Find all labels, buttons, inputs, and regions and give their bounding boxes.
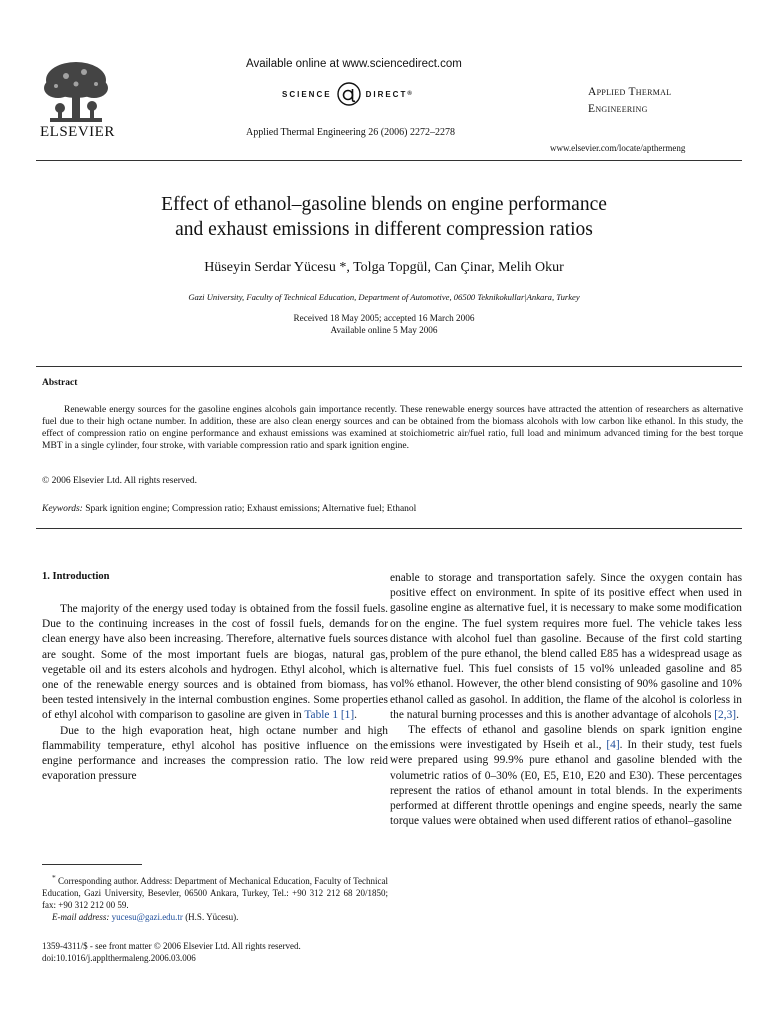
abstract-heading: Abstract bbox=[42, 378, 78, 388]
header-rule bbox=[36, 160, 742, 161]
journal-name-line1: Applied Thermal bbox=[588, 86, 672, 98]
available-date: Available online 5 May 2006 bbox=[330, 325, 438, 335]
footnote-text: Corresponding author. Address: Department of Mechanical Education, Faculty of Technical Education, Gazi University, Besevler, 06500 Ankara, Turkey, Tel.: +90 312 212 68 20/1850; fax: +90 312 212 00 59. bbox=[42, 876, 388, 910]
issn-line: 1359-4311/$ - see front matter © 2006 Elsevier Ltd. All rights reserved. bbox=[42, 941, 301, 951]
table-1-reference-link[interactable]: Table 1 [1] bbox=[304, 709, 355, 722]
journal-name bbox=[588, 84, 671, 118]
article-title bbox=[0, 192, 768, 242]
right-column bbox=[390, 571, 742, 829]
sd-mark: ® bbox=[407, 91, 412, 97]
abstract-paragraph: Renewable energy sources for the gasoline engines alcohols gain importance recently. These renewable energy sources have attracted the attention of researchers as alternative fuel due to their high octane number. In addition, these are also clean energy sources and can be obtained from the biomass alcohols with low carbon like ethanol. In this study, the effect of compression ratio on engine performance and exhaust emissions was examined at stoichiometric air/fuel ratio, full load and minimum advanced timing for the best torque MBT in a single cylinder, four stroke, with variable compression ratio and spark ignition engine. bbox=[42, 405, 743, 452]
sd-right-text: DIRECT bbox=[365, 89, 408, 99]
left-column bbox=[42, 602, 388, 784]
sciencedirect-at-icon bbox=[336, 81, 362, 107]
publisher-name: ELSEVIER bbox=[40, 124, 115, 140]
title-line1: Effect of ethanol–gasoline blends on engine performance bbox=[161, 194, 607, 215]
author-list: Hüseyin Serdar Yücesu *, Tolga Topgül, Can Çinar, Melih Okur bbox=[204, 260, 564, 275]
ref-2-3-link[interactable]: [2,3] bbox=[714, 708, 737, 721]
footnote-star: * bbox=[52, 873, 56, 882]
email-label: E-mail address: bbox=[52, 912, 110, 922]
keywords-label: Keywords: bbox=[42, 504, 83, 514]
email-link[interactable]: yucesu@gazi.edu.tr bbox=[111, 912, 183, 922]
intro-paragraph-2: Due to the high evaporation heat, high octane number and high flammability temperature, ethyl alcohol has positive influence on the engine performance and increases the compression ratio. The low reid evaporation pressure bbox=[42, 724, 388, 783]
right-paragraph-2: The effects of ethanol and gasoline blends on spark ignition engine emissions were investigated by Hseih et al., [4]. In their study, test fuels were prepared using 99.9% pure ethanol and gasoline blended with the volumetric ratios of 0–30% (E0, E5, E10, E20 and E30). These percentages represent the ratios of ethanol amount in total blends. In the experiments performed at different throttle openings and engine speeds, nearly the same torque values were obtained when used different ratios of ethanol–gasoline bbox=[390, 724, 743, 828]
abstract-top-rule bbox=[36, 366, 742, 367]
journal-name-line2: Engineering bbox=[588, 103, 648, 115]
abstract-bottom-rule bbox=[36, 528, 742, 529]
sd-left-text: SCIENCE bbox=[282, 89, 332, 99]
journal-url[interactable]: www.elsevier.com/locate/apthermeng bbox=[550, 143, 686, 153]
journal-citation: Applied Thermal Engineering 26 (2006) 2272–2278 bbox=[246, 127, 455, 138]
front-matter bbox=[42, 940, 301, 964]
sciencedirect-logo bbox=[282, 80, 412, 108]
abstract-copyright: © 2006 Elsevier Ltd. All rights reserved. bbox=[42, 476, 197, 486]
affiliation: Gazi University, Faculty of Technical Education, Department of Automotive, 06500 Teknikokullar|Ankara, Turkey bbox=[188, 292, 580, 302]
title-line2: and exhaust emissions in different compression ratios bbox=[175, 219, 593, 240]
keywords bbox=[42, 504, 416, 514]
article-dates bbox=[0, 312, 768, 336]
doi-line: doi:10.1016/j.applthermaleng.2006.03.006 bbox=[42, 953, 196, 963]
keywords-list: Spark ignition engine; Compression ratio; Exhaust emissions; Alternative fuel; Ethanol bbox=[85, 504, 417, 514]
right-paragraph-1: enable to storage and transportation safely. Since the oxygen contain has positive effect on environment. In spite of its positive effect when used in gasoline engine as alternative fuel, it is necessary to make some modification on the engine. The fuel system requires more fuel. The vehicle takes less distance with alcohol fuel than gasoline. Because of the first cold starting problem of the pure ethanol, the blend called E85 has a widespread usage as alternative fuel. This fuel consists of 15 vol% unleaded gasoline and 85 vol% ethanol. However, the other blend consisting of 90% gasoline and 10% ethanol called as gasohol. In addition, the flame of the alcohol is colorless in the natural burning processes and this is another advantage of alcohols [2,3]. bbox=[390, 572, 742, 721]
section-heading-introduction: 1. Introduction bbox=[42, 571, 110, 582]
intro-paragraph-1: The majority of the energy used today is obtained from the fossil fuels. Due to the continuing increases in the cost of fossil fuels, demands for clean energy have also been increasing. Therefore, alternative fuels sources are sought. Some of the most important fuels are biogas, natural gas, vegetable oil and its esters alcohols and hydrogen. Ethyl alcohol, which is one of the renewable energy sources and is obtained from biomass, has been tested intensively in the internal combustion engines. Some properties of ethyl alcohol with comparison to gasoline are given in Table 1 [1]. bbox=[42, 603, 388, 722]
corresponding-author-footnote: * Corresponding author. Address: Department of Mechanical Education, Faculty of Technical Education, Gazi University, Besevler, 06500 Ankara, Turkey, Tel.: +90 312 212 68 20/1850; fax: +90 312 212 00 59. E-mail address: yucesu@gazi.edu.tr (H.S. Yücesu). bbox=[42, 872, 388, 923]
ref-4-link[interactable]: [4] bbox=[606, 739, 620, 752]
available-online-text[interactable]: Available online at www.sciencedirect.com bbox=[246, 58, 462, 70]
received-date: Received 18 May 2005; accepted 16 March 2006 bbox=[293, 313, 475, 323]
abstract-body bbox=[42, 404, 743, 452]
